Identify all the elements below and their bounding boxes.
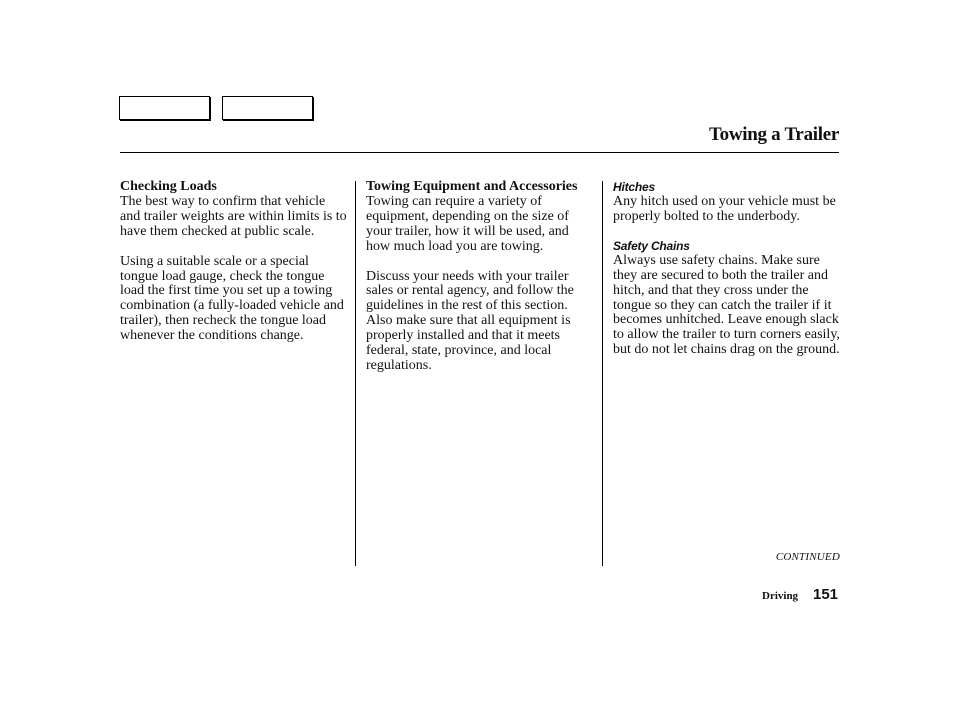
column-towing-equipment — [366, 180, 594, 374]
paragraph: Towing can require a variety of equipment, depending on the size of your trailer, how it will be used, and how much load you are towing. — [366, 193, 569, 254]
column-checking-loads — [120, 180, 348, 344]
column-divider — [355, 181, 356, 566]
section-heading-towing-equipment: Towing Equipment and Accessories — [366, 179, 578, 194]
continued-label: CONTINUED — [775, 551, 840, 563]
paragraph: Using a suitable scale or a special tongue load gauge, check the tongue load the first time you set up a towing combination (a fully-loaded vehicle and trailer), then recheck the tongue load whenever the conditions change. — [120, 253, 344, 344]
section-heading-checking-loads: Checking Loads — [120, 179, 217, 194]
nav-button-2[interactable] — [222, 96, 313, 120]
paragraph: Always use safety chains. Make sure they are secured to both the trailer and hitch, and that they cross under the tongue so they can catch the trailer if it becomes unhitched. Leave enough slack to allow the trailer to turn corners easily, but do not let chains drag on the ground. — [613, 252, 840, 358]
footer-section-name: Driving — [762, 590, 799, 602]
paragraph: The best way to confirm that vehicle and trailer weights are within limits is to have them checked at public scale. — [120, 193, 347, 239]
subheading-hitches: Hitches — [613, 180, 655, 194]
nav-button-1[interactable] — [119, 96, 210, 120]
page-title: Towing a Trailer — [709, 124, 839, 145]
paragraph: Discuss your needs with your trailer sales or rental agency, and follow the guidelines in the rest of this section. Also make sure that all equipment is properly installed and that it meets federal, state, province, and local regulations. — [366, 268, 574, 373]
column-hitches-chains — [613, 180, 841, 358]
title-divider — [120, 152, 839, 153]
page-number: 151 — [813, 586, 839, 603]
paragraph: Any hitch used on your vehicle must be properly bolted to the underbody. — [613, 194, 836, 224]
column-divider — [602, 181, 603, 566]
subheading-safety-chains: Safety Chains — [613, 238, 690, 253]
